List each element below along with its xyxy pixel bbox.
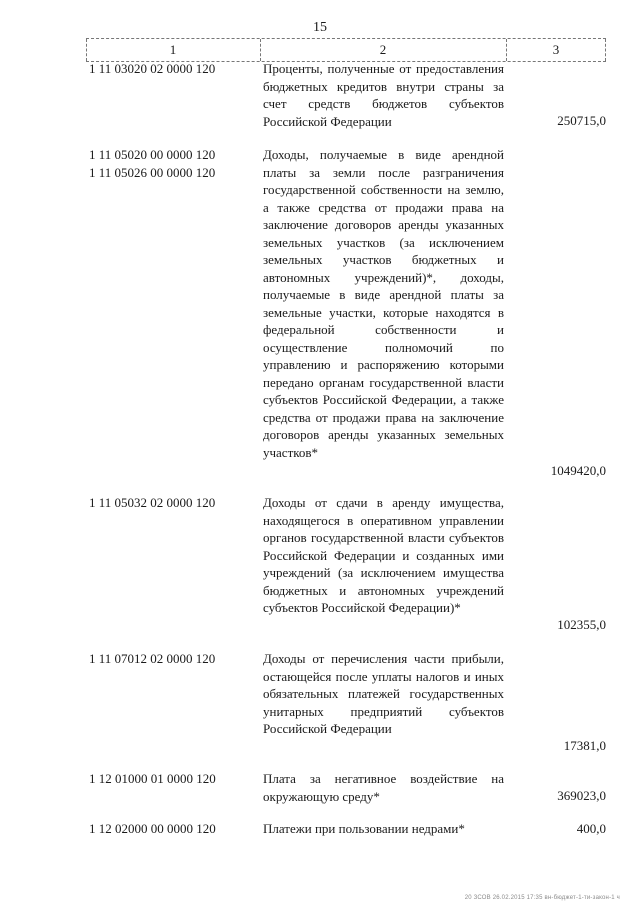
page-number: 15 [313,20,327,35]
header-col-1: 1 [169,42,177,57]
amount-value: 102355,0 [557,617,606,632]
amount-value: 250715,0 [557,113,606,128]
income-description: Платежи при пользовании недрами* [263,821,465,836]
budget-code: 1 12 01000 01 0000 120 [89,771,216,786]
income-description: Плата за негативное воздействие на окружающую среду* [263,771,504,804]
income-description: Доходы, получаемые в виде арендной платы за земли после разграничения государственной собственности на землю, а также средства от продажи права на заключение договоров аренды указанных земельных участков (за исключением земельных участков бюджетных и автономных учреждений)*, доходы, получаемые в виде арендной платы за земельные участки, которые находятся в федеральной собственности и осуществление полномочий по управлению и распоряжению которыми передано органам государственной власти субъектов Российской Федерации, а также средства от продажи права на заключение договоров аренды указанных земельных участков* [263,147,504,460]
income-description: Доходы от перечисления части прибыли, остающейся после уплаты налогов и иных обязательных платежей государственных унитарных предприятий субъектов Российской Федерации [263,651,504,736]
income-description: Проценты, полученные от предоставления бюджетных кредитов внутри страны за счет средств бюджетов субъектов Российской Федерации [263,61,504,129]
amount-value: 17381,0 [563,738,606,753]
document-footer: 20 ЗСОВ 26.02.2015 17:35 вн-бюджет-1-ти-закон-1 ч [464,895,620,901]
budget-code: 1 11 07012 02 0000 120 [89,651,216,666]
header-col-3: 3 [552,42,560,57]
table-header [86,38,606,62]
income-description: Доходы от сдачи в аренду имущества, находящегося в оперативном управлении органов государственной власти субъектов Российской Федерации и созданных ими учреждений (за исключением имущества бюджетных и автономных учреждений субъектов Российской Федерации)* [263,495,504,615]
amount-value: 400,0 [576,821,606,836]
column-divider [605,39,606,61]
amount-value: 1049420,0 [550,463,606,478]
header-col-2: 2 [379,42,387,57]
budget-code: 1 11 05032 02 0000 120 [89,495,216,510]
budget-code: 1 12 02000 00 0000 120 [89,821,216,836]
budget-code: 1 11 05020 00 0000 120 1 11 05026 00 0000 120 [89,147,216,180]
amount-value: 369023,0 [557,788,606,803]
budget-code: 1 11 03020 02 0000 120 [89,61,216,76]
